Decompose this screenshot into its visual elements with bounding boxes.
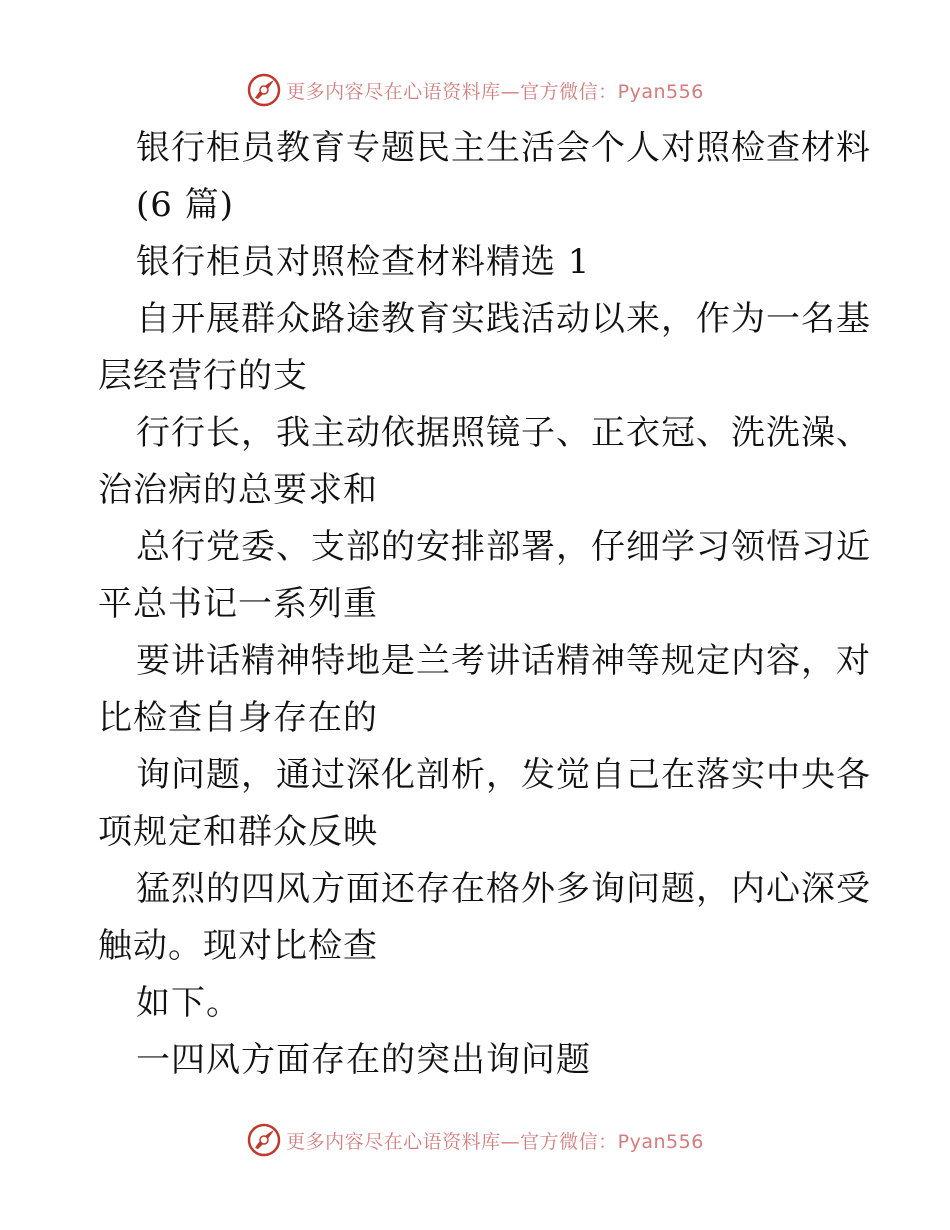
- document-body: [98, 120, 871, 1089]
- paragraph-line: 猛烈的四风方面还存在格外多询问题，内心深受: [136, 869, 871, 909]
- banner-text: 更多内容尽在心语资料库—官方微信：Pyan556: [286, 80, 704, 103]
- paragraph-line: 治治病的总要求和: [98, 470, 378, 510]
- subsection-heading: 一四风方面存在的突出询问题: [136, 1040, 591, 1080]
- paragraph-line: 项规定和群众反映: [98, 812, 378, 852]
- paragraph-line: 行行长，我主动依据照镜子、正衣冠、洗洗澡、: [136, 413, 871, 453]
- paragraph-line: 比检查自身存在的: [98, 698, 378, 738]
- paragraph-line: 触动。现对比检查: [98, 926, 378, 966]
- paragraph-line: 询问题，通过深化剖析，发觉自己在落实中央各: [136, 755, 871, 795]
- header-banner: [0, 70, 950, 110]
- paragraph-line: 如下。: [136, 983, 241, 1023]
- paragraph-line: 自开展群众路途教育实践活动以来，作为一名基: [136, 299, 871, 339]
- paragraph-line: 要讲话精神特地是兰考讲话精神等规定内容，对: [136, 641, 871, 681]
- quill-seal-icon: [246, 1122, 282, 1158]
- document-title: 银行柜员教育专题民主生活会个人对照检查材料: [136, 128, 871, 168]
- section-title: 银行柜员对照检查材料精选 1: [136, 242, 591, 282]
- paragraph-line: 平总书记一系列重: [98, 584, 378, 624]
- paragraph-line: 总行党委、支部的安排部署，仔细学习领悟习近: [136, 527, 871, 567]
- paragraph-line: 层经营行的支: [98, 356, 308, 396]
- footer-banner: [0, 1120, 950, 1160]
- quill-seal-icon: [246, 72, 282, 108]
- document-title-count: (6 篇): [136, 185, 234, 225]
- banner-text: 更多内容尽在心语资料库—官方微信：Pyan556: [286, 1130, 704, 1153]
